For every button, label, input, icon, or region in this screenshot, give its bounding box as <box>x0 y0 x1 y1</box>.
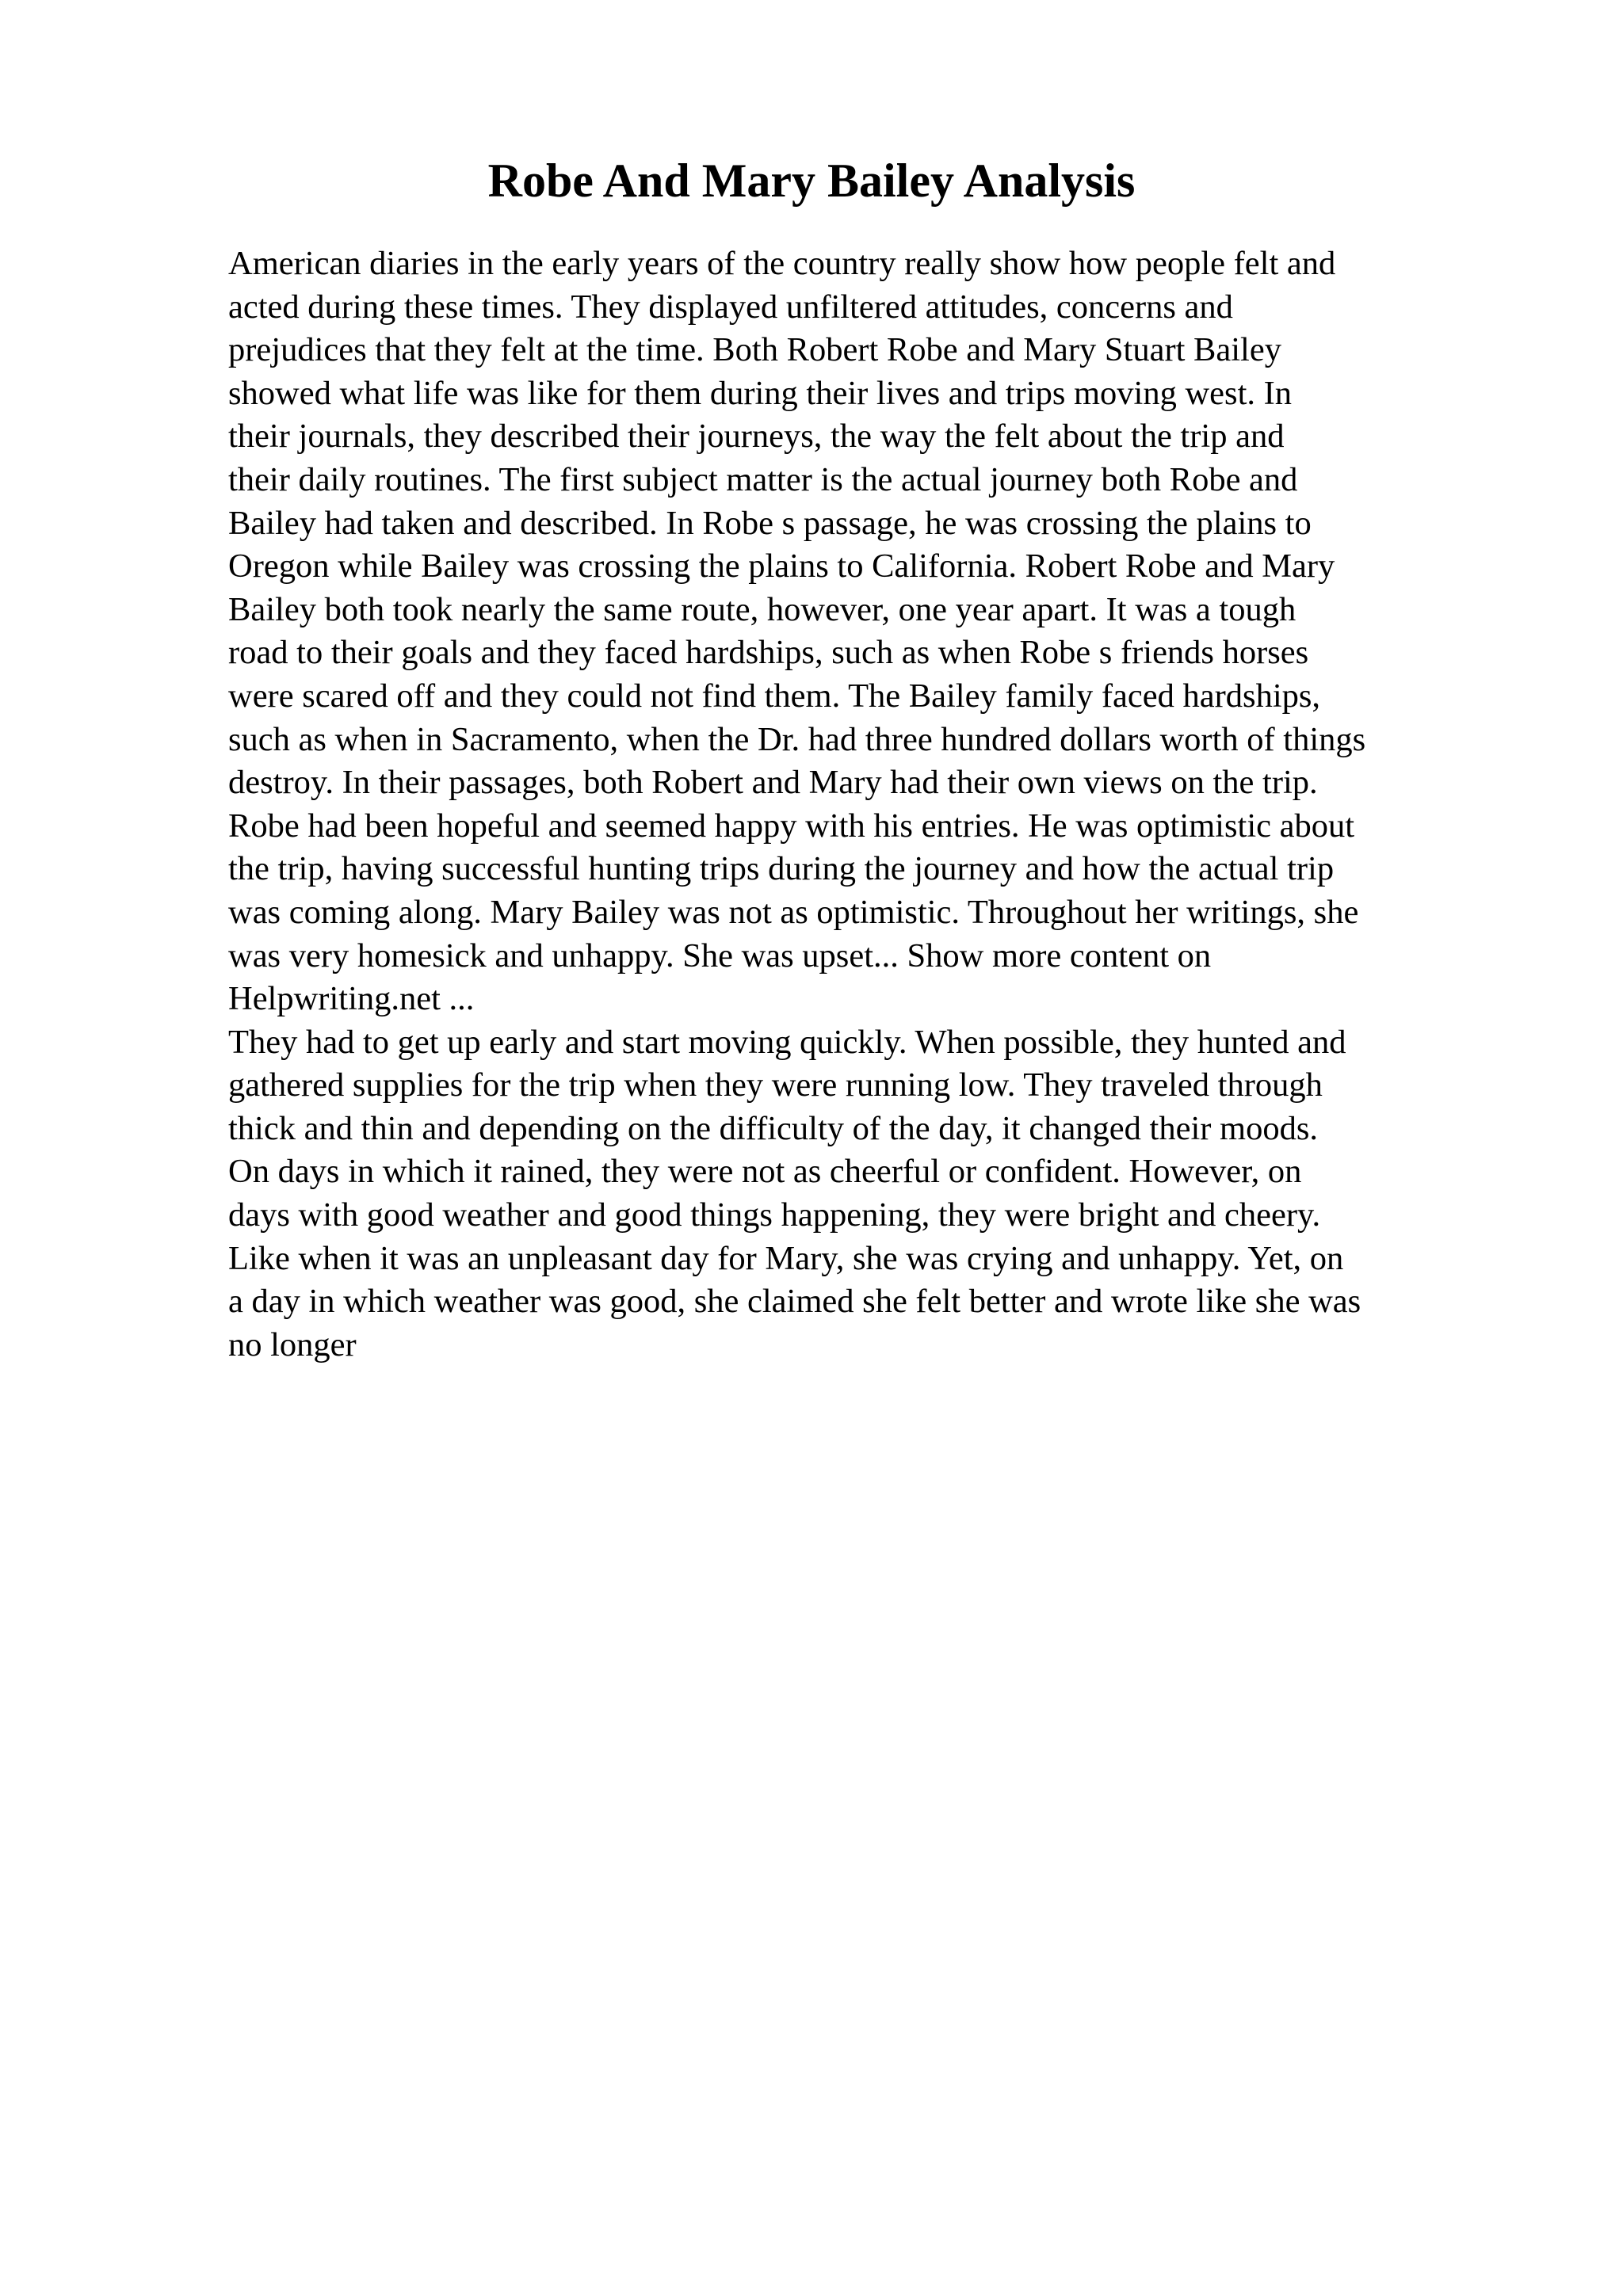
text-line: They had to get up early and start moving quickly. When possible, they hunted and <box>228 1023 1346 1061</box>
text-line: Bailey had taken and described. In Robe s passage, he was crossing the plains to <box>228 504 1312 542</box>
text-line: American diaries in the early years of the country really show how people felt and <box>228 245 1336 282</box>
text-line: acted during these times. They displayed unfiltered attitudes, concerns and <box>228 288 1233 326</box>
text-line: thick and thin and depending on the difficulty of the day, it changed their moods. <box>228 1109 1319 1147</box>
text-line: showed what life was like for them during their lives and trips moving west. In <box>228 374 1293 412</box>
text-line: their daily routines. The first subject matter is the actual journey both Robe and <box>228 460 1298 498</box>
text-line: no longer <box>228 1325 357 1363</box>
text-line: was coming along. Mary Bailey was not as optimistic. Throughout her writings, she <box>228 893 1359 931</box>
text-line: gathered supplies for the trip when they were running low. They traveled through <box>228 1066 1323 1104</box>
text-line: a day in which weather was good, she claimed she felt better and wrote like she was <box>228 1283 1361 1321</box>
text-line: prejudices that they felt at the time. Both Robert Robe and Mary Stuart Bailey <box>228 331 1281 369</box>
text-line: were scared off and they could not find them. The Bailey family faced hardships, <box>228 677 1321 715</box>
text-line: On days in which it rained, they were not as cheerful or confident. However, on <box>228 1153 1302 1191</box>
text-line: Like when it was an unpleasant day for Mary, she was crying and unhappy. Yet, on <box>228 1239 1344 1277</box>
text-line: the trip, having successful hunting trips during the journey and how the actual trip <box>228 850 1335 888</box>
text-line: road to their goals and they faced hardships, such as when Robe s friends horses <box>228 634 1309 672</box>
text-line: Robe had been hopeful and seemed happy with his entries. He was optimistic about <box>228 807 1355 845</box>
document-body <box>228 242 1496 1367</box>
text-line: days with good weather and good things happening, they were bright and cheery. <box>228 1196 1321 1234</box>
text-line: their journals, they described their journeys, the way the felt about the trip and <box>228 418 1285 456</box>
text-line: such as when in Sacramento, when the Dr. had three hundred dollars worth of things <box>228 720 1366 758</box>
text-line: was very homesick and unhappy. She was upset... Show more content on <box>228 936 1212 974</box>
text-line: Bailey both took nearly the same route, however, one year apart. It was a tough <box>228 590 1296 628</box>
text-line: Oregon while Bailey was crossing the plains to California. Robert Robe and Mary <box>228 547 1335 585</box>
document-title: Robe And Mary Bailey Analysis <box>487 154 1136 207</box>
text-line: destroy. In their passages, both Robert and Mary had their own views on the trip. <box>228 764 1318 802</box>
text-line: Helpwriting.net ... <box>228 980 475 1018</box>
